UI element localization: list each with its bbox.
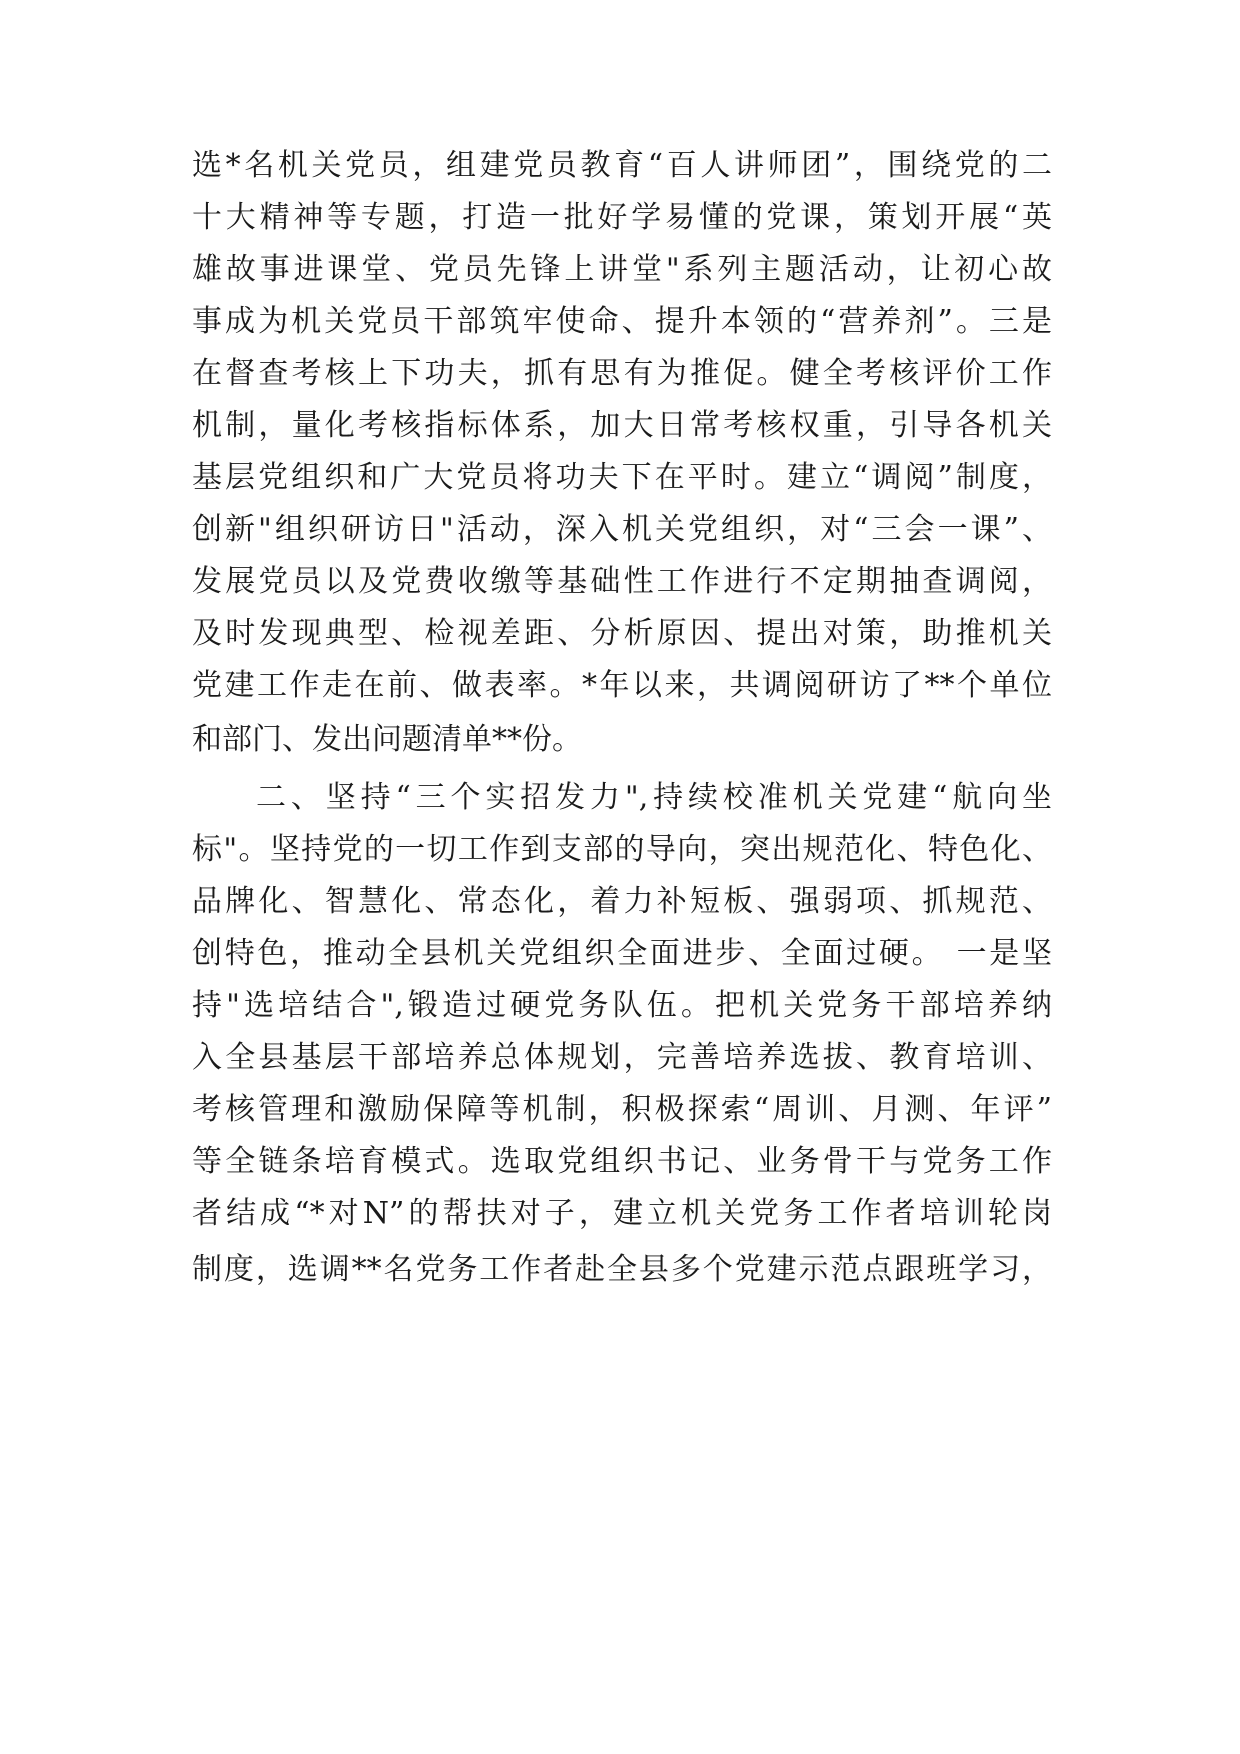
- text-line-4: 事成为机关党员干部筑牢使命、提升本领的“营养剂”。三是: [192, 304, 1052, 339]
- text-line-3: 雄故事进课堂、党员先锋上讲堂"系列主题活动，让初心故: [192, 252, 1052, 287]
- text-line-21: 者结成“*对N”的帮扶对子，建立机关党务工作者培训轮岗: [192, 1196, 1052, 1231]
- text-line-2: 十大精神等专题，打造一批好学易懂的党课，策划开展“英: [192, 200, 1052, 235]
- text-line-12: 和部门、发出问题清单**份。: [192, 722, 582, 757]
- text-line-8: 创新"组织研访日"活动，深入机关党组织，对“三会一课”、: [192, 512, 1052, 547]
- text-line-1: 选*名机关党员，组建党员教育“百人讲师团”，围绕党的二: [192, 148, 1052, 183]
- text-line-22: 制度，选调**名党务工作者赴全县多个党建示范点跟班学习，: [192, 1252, 1052, 1287]
- text-line-10: 及时发现典型、检视差距、分析原因、提出对策，助推机关: [192, 616, 1052, 651]
- text-line-9: 发展党员以及党费收缴等基础性工作进行不定期抽查调阅，: [192, 564, 1052, 599]
- text-line-18: 入全县基层干部培养总体规划，完善培养选拔、教育培训、: [192, 1040, 1052, 1075]
- text-line-15: 品牌化、智慧化、常态化，着力补短板、强弱项、抓规范、: [192, 884, 1052, 919]
- text-line-6: 机制，量化考核指标体系，加大日常考核权重，引导各机关: [192, 408, 1052, 443]
- text-line-14: 标"。坚持党的一切工作到支部的导向，突出规范化、特色化、: [192, 832, 1052, 867]
- text-line-11: 党建工作走在前、做表率。*年以来，共调阅研访了**个单位: [192, 668, 1052, 703]
- text-line-20: 等全链条培育模式。选取党组织书记、业务骨干与党务工作: [192, 1144, 1052, 1179]
- paragraph-heading-line: 二、坚持“三个实招发力",持续校准机关党建“航向坐: [256, 780, 1052, 815]
- text-line-17: 持"选培结合",锻造过硬党务队伍。把机关党务干部培养纳: [192, 988, 1052, 1023]
- text-line-7: 基层党组织和广大党员将功夫下在平时。建立“调阅”制度，: [192, 460, 1052, 495]
- text-line-16: 创特色，推动全县机关党组织全面进步、全面过硬。 一是坚: [192, 936, 1052, 971]
- text-line-5: 在督查考核上下功夫，抓有思有为推促。健全考核评价工作: [192, 356, 1052, 391]
- text-line-19: 考核管理和激励保障等机制，积极探索“周训、月测、年评”: [192, 1092, 1052, 1127]
